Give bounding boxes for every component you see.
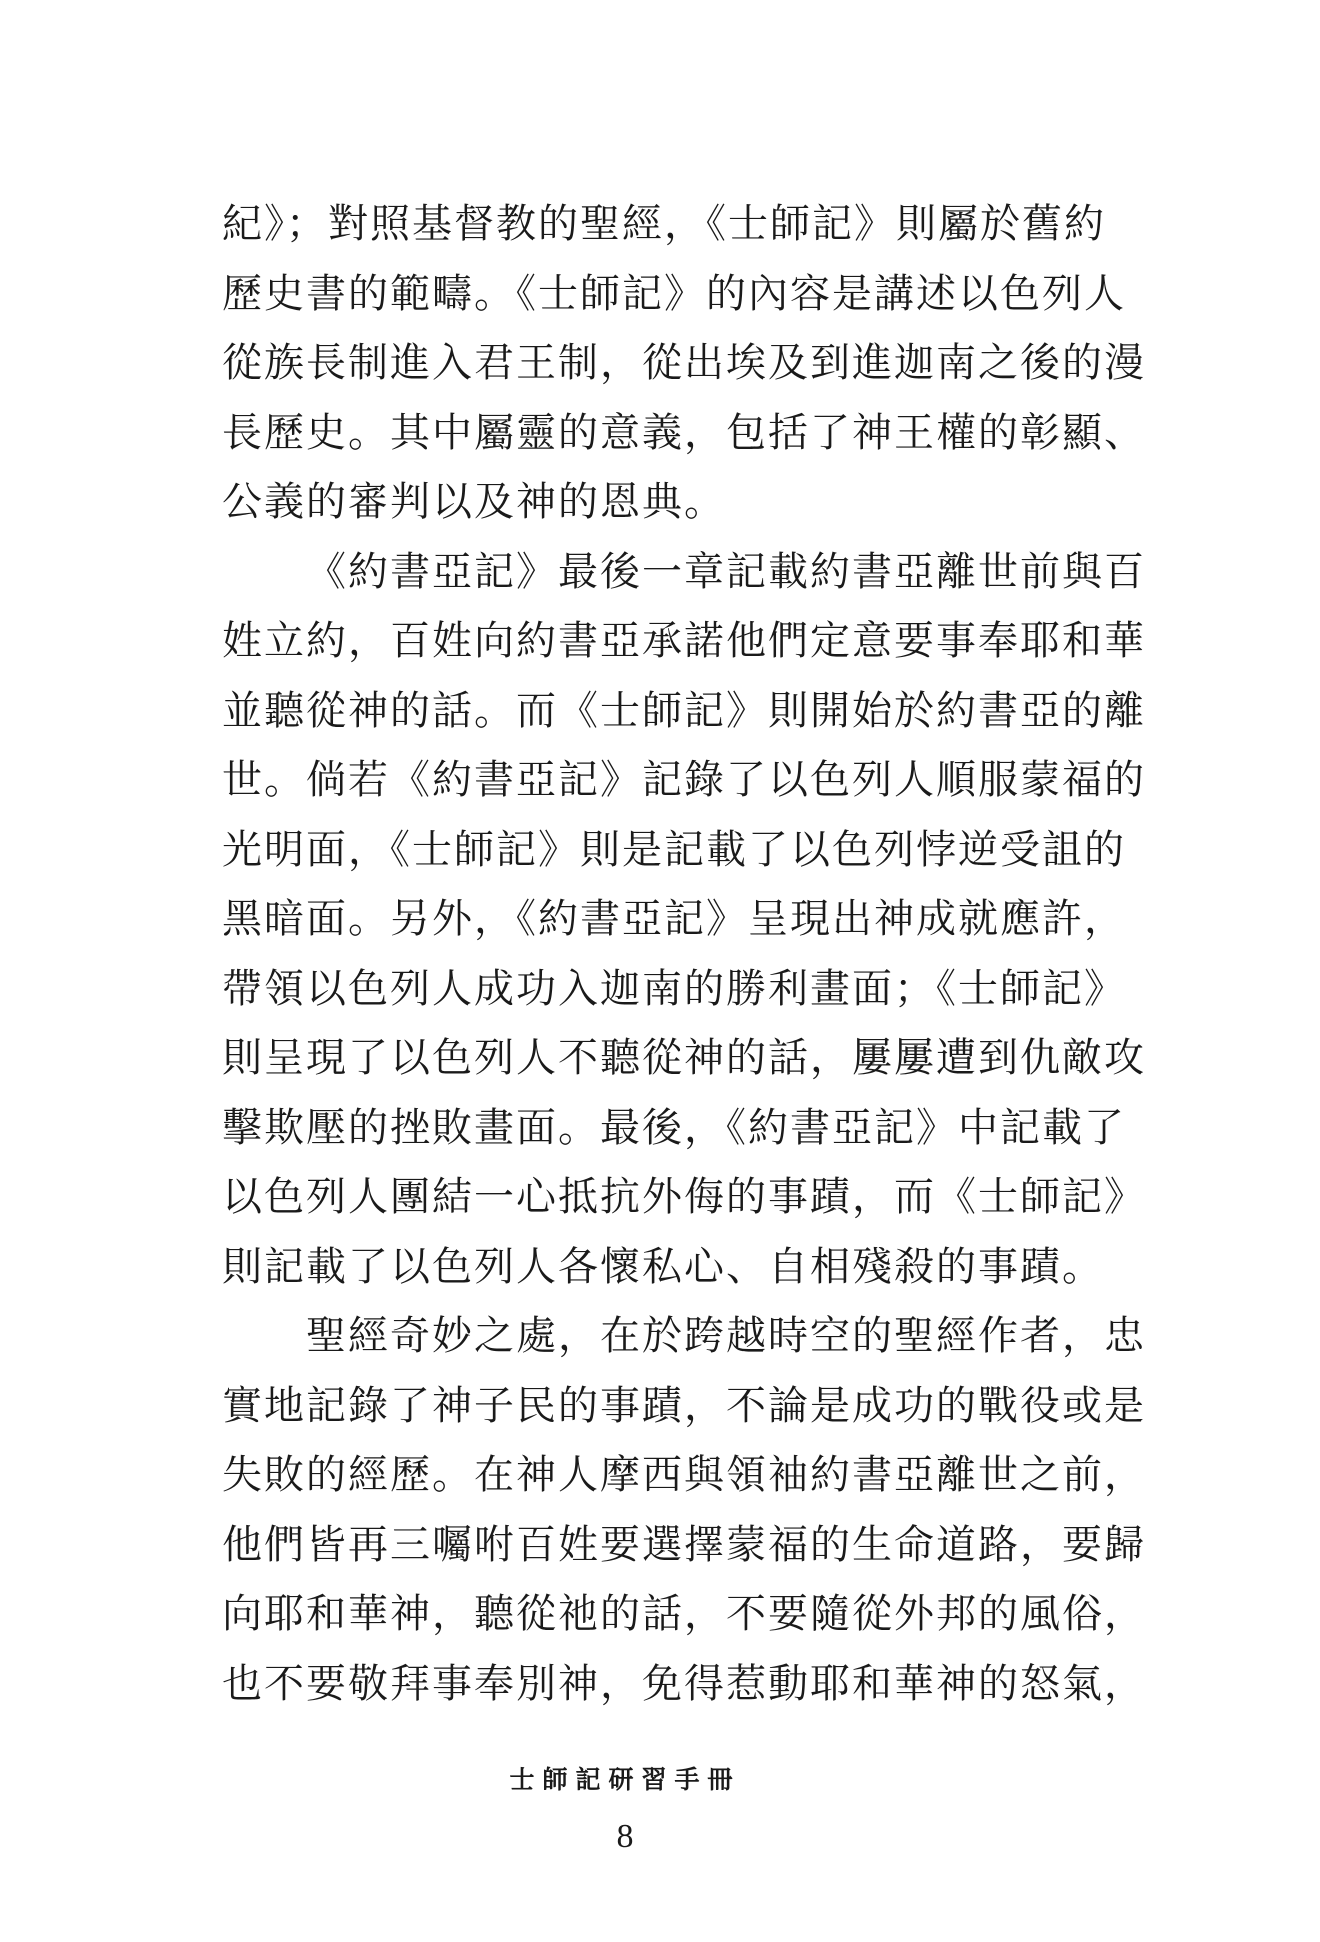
- text-line: 則呈現了以色列人不聽從神的話，屢屢遭到仇敵攻: [222, 1035, 1146, 1081]
- paragraph-1: [222, 190, 1146, 538]
- text-line: 聖經奇妙之處，在於跨越時空的聖經作者，忠: [306, 1313, 1146, 1359]
- text-line: 從族長制進入君王制，從出埃及到進迦南之後的漫: [222, 340, 1146, 386]
- text-line: 紀》；對照基督教的聖經，《士師記》則屬於舊約: [222, 201, 1106, 247]
- text-line: 擊欺壓的挫敗畫面。最後，《約書亞記》中記載了: [222, 1104, 1126, 1151]
- book-title: 士師記研習手冊: [509, 1765, 741, 1794]
- text-line: 歷史書的範疇。《士師記》的內容是講述以色列人: [222, 270, 1126, 317]
- text-line: 光明面，《士師記》則是記載了以色列悖逆受詛的: [222, 826, 1126, 873]
- text-line: 世。倘若《約書亞記》記錄了以色列人順服蒙福的: [222, 757, 1146, 803]
- text-line: 他們皆再三囑咐百姓要選擇蒙福的生命道路，要歸: [222, 1521, 1146, 1568]
- text-line: 長歷史。其中屬靈的意義，包括了神王權的彰顯、: [222, 409, 1146, 456]
- page-body: [222, 190, 1146, 1719]
- text-line: 並聽從神的話。而《士師記》則開始於約書亞的離: [222, 687, 1146, 734]
- text-line: 公義的審判以及神的恩典。: [222, 479, 726, 525]
- text-line: 向耶和華神，聽從祂的話，不要隨從外邦的風俗，: [222, 1591, 1146, 1637]
- text-line: 帶領以色列人成功入迦南的勝利畫面；《士師記》: [222, 965, 1126, 1012]
- paragraph-2: [222, 538, 1146, 1303]
- page-number: 8: [616, 1818, 634, 1855]
- text-line: 則記載了以色列人各懷私心、自相殘殺的事蹟。: [222, 1243, 1104, 1290]
- text-line: 也不要敬拜事奉別神，免得惹動耶和華神的怒氣，: [222, 1660, 1146, 1707]
- text-line: 黑暗面。另外，《約書亞記》呈現出神成就應許，: [222, 896, 1126, 942]
- text-line: 失敗的經歷。在神人摩西與領袖約書亞離世之前，: [222, 1452, 1146, 1498]
- paragraph-3: [222, 1302, 1146, 1719]
- text-line: 《約書亞記》最後一章記載約書亞離世前與百: [306, 548, 1146, 595]
- text-line: 實地記錄了神子民的事蹟，不論是成功的戰役或是: [222, 1382, 1146, 1429]
- text-line: 以色列人團結一心抵抗外侮的事蹟，而《士師記》: [222, 1174, 1146, 1220]
- text-line: 姓立約，百姓向約書亞承諾他們定意要事奉耶和華: [222, 618, 1146, 664]
